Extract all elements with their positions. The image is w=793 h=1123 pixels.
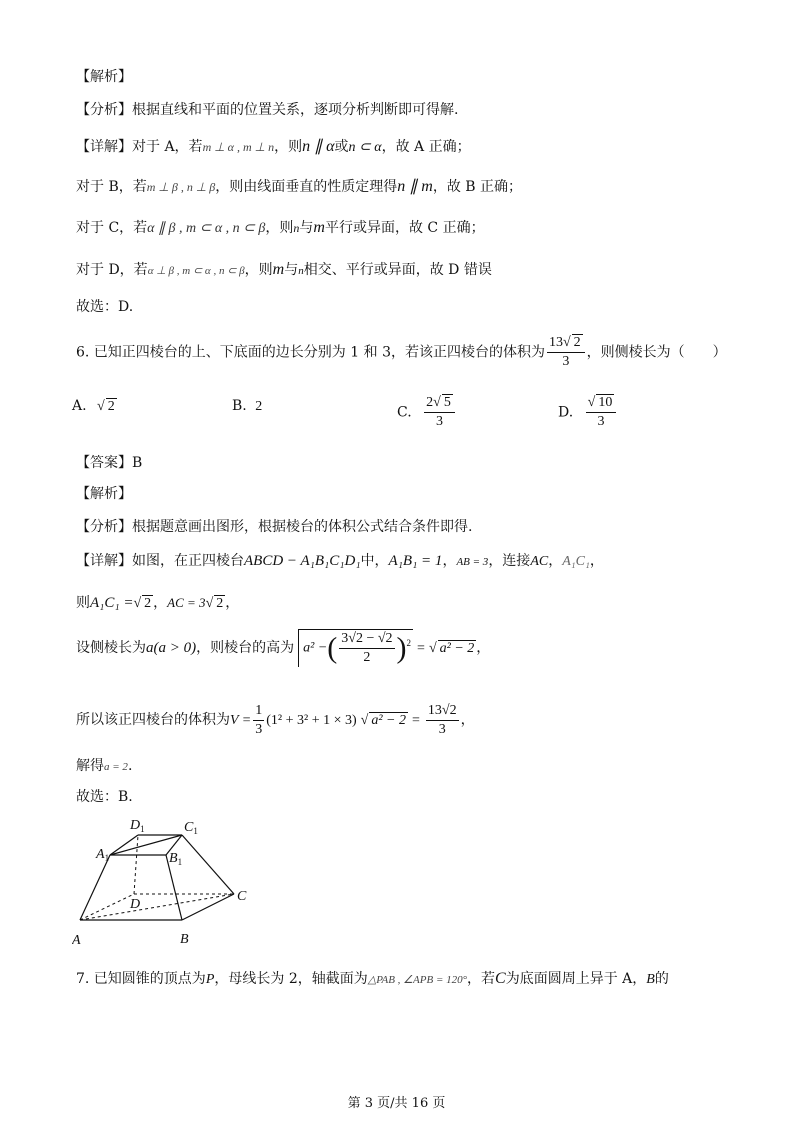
option-value: $\frac{√ 10}{3}$ — [586, 394, 617, 431]
fraction — [426, 702, 459, 739]
label-d1: $D_1$ — [130, 818, 145, 834]
text: 与 — [284, 262, 299, 278]
sqrt: √ a² − 2 — [428, 641, 475, 656]
text: 【详解】对于 A，若 — [76, 139, 203, 155]
q7-stem — [76, 970, 669, 989]
math: P — [205, 972, 215, 987]
text: ， — [589, 553, 604, 569]
detail-line-a — [76, 138, 471, 157]
detail-line-c — [76, 219, 485, 238]
text: 中， — [360, 553, 389, 569]
choice-line: 故选：B. — [76, 789, 133, 805]
analysis-line: 【分析】根据直线和平面的位置关系，逐项分析判断即可得解. — [76, 102, 459, 118]
text: 对于 B，若 — [76, 179, 147, 195]
rad: 2 — [216, 596, 224, 611]
math: A₁C₁ — [562, 554, 590, 569]
num: 13√2 — [426, 702, 459, 721]
sqrt: √ a² − 2 — [360, 713, 406, 728]
choice-line: 故选：D. — [76, 299, 134, 315]
detail-line-3 — [76, 628, 490, 669]
detail-line-b — [76, 178, 522, 196]
rad: a² − 2 — [439, 641, 475, 656]
coef: 2 — [426, 395, 434, 410]
math: m — [272, 261, 285, 278]
text: ，则侧棱长为（ ） — [586, 344, 727, 361]
label-c: C — [237, 889, 247, 904]
detail-line-5 — [76, 757, 132, 776]
label-b1: $B_1$ — [169, 851, 183, 867]
edge-bc — [182, 894, 234, 920]
math: a² − — [303, 640, 328, 656]
math: △PAB , ∠APB = 120° — [367, 974, 468, 986]
den: 3 — [438, 721, 446, 737]
label-a1: $A_1$ — [96, 847, 110, 863]
option-value: √ 2 — [97, 399, 115, 414]
frustum-figure — [72, 816, 262, 948]
section-header-jiexi: 【解析】 — [76, 69, 132, 85]
option-a — [72, 398, 117, 415]
text: 【详解】如图，在正四棱台 — [76, 553, 244, 569]
rad: 2 — [573, 335, 581, 350]
hidden-dd1 — [134, 835, 138, 894]
math: AB = 3 — [456, 556, 489, 568]
label-b: B — [180, 932, 189, 947]
option-label: A. — [72, 398, 87, 414]
text: ， — [153, 595, 168, 611]
text: 解得 — [76, 758, 104, 774]
math: n — [298, 265, 304, 277]
text: 或 — [334, 139, 349, 155]
volume-fraction: $\frac{13√ 2}{3}$ — [547, 334, 585, 371]
text: ， — [442, 553, 457, 569]
rad: 2 — [107, 399, 115, 414]
detail-line-d — [76, 261, 492, 280]
hidden-ad — [80, 894, 134, 920]
option-label: C. — [397, 404, 412, 421]
option-label: B. — [232, 398, 247, 414]
analysis-line: 【分析】根据题意画出图形，根据棱台的体积公式结合条件即得. — [76, 519, 473, 535]
rad: 5 — [443, 395, 451, 410]
text: 为底面圆周上异于 A， — [505, 971, 647, 987]
page-footer: 第 3 页/共 16 页 — [347, 1096, 446, 1111]
text: ，若 — [467, 971, 496, 987]
option-c — [397, 394, 457, 431]
text: 相交、平行或异面，故 D 错误 — [303, 262, 492, 278]
math: m ⊥ α , m ⊥ n — [202, 140, 275, 154]
den: 3 — [562, 354, 570, 369]
text: 的 — [654, 971, 669, 987]
text: 所以该正四棱台的体积为 — [76, 712, 230, 728]
text: 设侧棱长为 — [76, 640, 146, 656]
text: 对于 C，若 — [76, 220, 148, 236]
fraction — [339, 630, 394, 667]
math: n — [293, 221, 300, 235]
option-value: $\frac{2√ 5}{3}$ — [424, 394, 455, 431]
q6-stem — [76, 334, 727, 371]
exp: 2 — [406, 638, 412, 649]
text: ，故 B 正确； — [432, 179, 523, 195]
hidden-ac — [80, 894, 234, 920]
math: a(a > 0) — [146, 640, 197, 656]
detail-line-4 — [76, 700, 475, 741]
num: 3√2 − √2 — [339, 630, 394, 649]
text: ， — [225, 595, 240, 611]
math: a = 2 — [104, 761, 128, 773]
option-d — [558, 394, 618, 431]
section-header-jiexi: 【解析】 — [76, 486, 132, 502]
sqrt: √ 2 — [133, 596, 152, 611]
math: n ⊂ α — [348, 140, 382, 155]
math: n ∥ m — [397, 178, 433, 195]
text: ，则 — [265, 220, 294, 236]
math: C — [495, 970, 506, 987]
math: m — [313, 219, 325, 236]
text: 与 — [299, 220, 314, 236]
eq: = — [412, 713, 420, 728]
math: m ⊥ β , n ⊥ β — [146, 180, 216, 194]
math: α ⊥ β , m ⊂ α , n ⊂ β — [147, 265, 245, 277]
edge-cc1 — [182, 835, 234, 894]
height-radical: a² −( $\frac{3√2 - √2}{2}$ )$^2$ — [298, 629, 413, 667]
option-b — [232, 398, 262, 415]
math: AC — [530, 554, 549, 569]
math: α ∥ β , m ⊂ α , n ⊂ β — [147, 221, 266, 236]
math: ABCD − A₁B₁C₁D₁ — [244, 553, 361, 569]
text: ，故 A 正确； — [381, 139, 471, 155]
num: 13 — [548, 335, 563, 350]
den: 2 — [363, 650, 371, 665]
label-c1: $C_1$ — [184, 820, 198, 836]
text: ， — [460, 712, 475, 728]
math: n ∥ α — [302, 138, 335, 155]
text: ， — [548, 553, 563, 569]
label-d: D — [130, 897, 141, 912]
math: V = — [230, 713, 252, 728]
rad: 2 — [144, 596, 152, 611]
option-value: 2 — [255, 399, 263, 414]
edge-aa1 — [80, 855, 110, 920]
option-label: D. — [558, 404, 574, 421]
fraction — [253, 702, 264, 739]
edge-d1a1 — [110, 835, 138, 855]
text: 对于 D，若 — [76, 262, 148, 278]
den: 3 — [435, 414, 443, 429]
math: B — [646, 972, 655, 987]
text: ，母线长为 2，轴截面为 — [214, 971, 368, 987]
text: ，则 — [244, 262, 273, 278]
rad: a² − 2 — [371, 713, 406, 728]
math: (1² + 3² + 1 × 3) — [266, 713, 357, 728]
text: ， — [476, 640, 491, 656]
den: 3 — [255, 721, 263, 737]
math: AC = 3 — [167, 595, 206, 610]
math: A₁B₁ = 1 — [388, 553, 443, 569]
den: 3 — [597, 414, 605, 429]
label-a: A — [72, 933, 81, 948]
text: ，则 — [274, 139, 303, 155]
rad: 10 — [598, 395, 613, 410]
text: ，连接 — [488, 553, 531, 569]
text: ，则棱台的高为 — [196, 640, 295, 656]
text: 7. 已知圆锥的顶点为 — [76, 971, 206, 987]
eq: = — [417, 641, 425, 656]
num: 1 — [253, 702, 264, 721]
answer: 【答案】B — [76, 455, 143, 471]
math: A₁C₁ = — [90, 595, 134, 611]
text: ，则由线面垂直的性质定理得 — [215, 179, 398, 195]
text: 6. 已知正四棱台的上、下底面的边长分别为 1 和 3，若该正四棱台的体积为 — [76, 344, 545, 361]
text: . — [127, 758, 133, 774]
text: 则 — [76, 595, 90, 611]
detail-line-1 — [76, 552, 604, 571]
text: 平行或异面，故 C 正确； — [324, 220, 485, 236]
sqrt: √ 2 — [205, 596, 224, 611]
detail-line-2 — [76, 594, 239, 613]
